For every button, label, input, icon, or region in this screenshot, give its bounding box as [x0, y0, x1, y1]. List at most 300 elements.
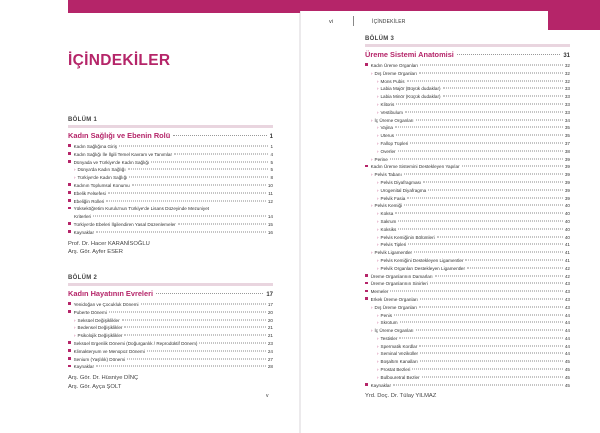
toc-entry[interactable] — [365, 288, 570, 296]
toc-entry-page: 45 — [564, 367, 570, 373]
chevron-right-icon: › — [377, 242, 379, 248]
toc-entry-page: 1 — [270, 144, 273, 149]
dot-leader — [390, 158, 563, 159]
chapter-title-row[interactable] — [68, 131, 273, 141]
toc-entry-page: 43 — [564, 296, 570, 302]
toc-entry-page: 40 — [564, 226, 570, 232]
dot-leader — [398, 220, 563, 221]
dot-leader — [106, 200, 266, 201]
dot-leader — [119, 146, 268, 147]
dot-leader — [393, 384, 563, 385]
toc-entry-label: Memeler — [370, 289, 389, 295]
chapter-number-label: BÖLÜM 1 — [68, 117, 98, 123]
dot-leader — [407, 197, 563, 198]
toc-entry-page: 38 — [564, 148, 570, 154]
toc-entry-page: 20 — [267, 317, 273, 323]
dot-leader — [404, 205, 563, 206]
toc-entry[interactable] — [365, 249, 570, 257]
toc-entry[interactable] — [68, 213, 273, 221]
toc-entry-page: 39 — [564, 156, 570, 162]
left-header-band — [68, 0, 300, 13]
dot-leader — [462, 166, 563, 167]
toc-entry[interactable] — [68, 205, 273, 213]
toc-entry[interactable] — [68, 198, 273, 206]
toc-entry-label: Kaynaklar — [370, 382, 392, 388]
toc-entry-label: Testisler — [380, 335, 398, 341]
toc-entry[interactable] — [365, 101, 570, 109]
toc-entry-label: Pelvis Kemiği — [374, 203, 403, 209]
dot-leader — [420, 298, 563, 299]
toc-entry[interactable] — [365, 124, 570, 132]
toc-entry-label: Dış Üreme Organları — [374, 70, 417, 76]
toc-entry[interactable] — [365, 280, 570, 288]
toc-entry-label: Üreme Organlarının Sinirleri — [370, 281, 428, 287]
toc-entry[interactable] — [68, 317, 273, 325]
dot-leader — [400, 322, 563, 323]
toc-entry[interactable] — [68, 356, 273, 364]
right-corner-band — [548, 0, 600, 30]
toc-entry-label: Ebeliğin Rolleri — [73, 198, 105, 204]
toc-entry-page: 21 — [267, 333, 273, 339]
toc-entry-label: Dünyada ve Türkiye'de Kadın Sağlığı — [73, 159, 150, 165]
dot-leader — [124, 327, 265, 328]
chevron-right-icon: › — [377, 125, 379, 131]
toc-entry[interactable] — [68, 332, 273, 340]
dot-leader — [420, 65, 563, 66]
toc-entry-label: Bulbouretral Bezler — [380, 374, 420, 380]
toc-entry[interactable] — [365, 366, 570, 374]
dot-leader — [423, 181, 563, 182]
toc-entry-page: 44 — [564, 343, 570, 349]
toc-entry-page: 40 — [564, 218, 570, 224]
dot-leader — [127, 358, 266, 359]
square-bullet-icon — [365, 63, 368, 66]
toc-entry-page: 39 — [564, 172, 570, 178]
toc-entry[interactable] — [365, 195, 570, 203]
dot-leader — [398, 150, 563, 151]
square-bullet-icon — [68, 341, 71, 344]
chapter-title-row[interactable] — [365, 50, 570, 60]
toc-entry-label: Kadın Sağlığına Giriş — [73, 144, 118, 149]
dot-leader — [129, 177, 268, 178]
toc-entry[interactable] — [365, 62, 570, 70]
toc-entry[interactable] — [365, 350, 570, 358]
chevron-right-icon: › — [377, 187, 379, 193]
toc-entry-label: Pelvis Tipleri — [380, 242, 407, 248]
toc-entry-page: 11 — [268, 190, 273, 196]
toc-entry-label: Klitoris — [380, 101, 395, 107]
square-bullet-icon — [365, 297, 368, 300]
section-bolum-3 — [365, 36, 570, 401]
toc-entry[interactable] — [68, 190, 273, 198]
chevron-right-icon: › — [377, 226, 379, 232]
toc-entry[interactable] — [365, 218, 570, 226]
toc-entry-label: Boşaltım Kanalları — [380, 359, 418, 365]
toc-entry-page: 45 — [564, 382, 570, 388]
dot-leader — [199, 342, 265, 343]
dot-leader — [156, 293, 263, 294]
toc-entry-page: 5 — [270, 167, 273, 173]
toc-entry-label: Üreme Organlarının Damarları — [370, 273, 433, 279]
toc-entry-label: Pelvis Tabanı — [374, 172, 402, 178]
toc-entry[interactable] — [365, 140, 570, 148]
toc-entry[interactable] — [68, 151, 273, 159]
toc-entry-page: 34 — [564, 117, 570, 123]
chevron-right-icon: › — [377, 234, 379, 240]
toc-entry-label: Koksa — [380, 211, 394, 217]
toc-entry-page: 42 — [564, 265, 570, 271]
toc-entry-label: Kadın Üreme Sistemini Destekleyen Yapılar — [370, 164, 460, 170]
chapter-page-number: 17 — [266, 292, 273, 298]
chapter-title: Kadın Sağlığı ve Ebenin Rolü — [68, 131, 171, 140]
toc-entry-label: Labia Majör (Büyük dudaklar) — [380, 86, 441, 92]
toc-entry-label: Koksiks — [380, 226, 397, 232]
dot-leader — [109, 311, 266, 312]
dot-leader — [419, 345, 563, 346]
toc-entry[interactable] — [365, 304, 570, 312]
chapter-author: Prof. Dr. Hacer KARANİSOĞLU — [68, 240, 150, 247]
chapter-author: Arş. Gör. Dr. Hüsniye DİNÇ — [68, 375, 139, 382]
toc-entry-label: Klimakteryum ve Menopoz Dönemi — [73, 348, 145, 354]
toc-entry-label: Dünya'da Kadın Sağlığı — [77, 167, 126, 173]
toc-entry-page: 35 — [564, 125, 570, 131]
toc-entry[interactable] — [365, 382, 570, 390]
chapter-author: Arş. Gör. Ayfer ESER — [68, 249, 123, 256]
dot-leader — [420, 353, 563, 354]
dot-leader — [443, 96, 563, 97]
toc-entry-page: 37 — [564, 140, 570, 146]
toc-entry[interactable] — [365, 241, 570, 249]
dot-leader — [128, 169, 269, 170]
toc-entry-label: Spermatik Kordlar — [380, 343, 418, 349]
toc-entry[interactable] — [68, 301, 273, 309]
toc-entry[interactable] — [68, 363, 273, 371]
chevron-right-icon: › — [377, 140, 379, 146]
square-bullet-icon — [365, 383, 368, 386]
dot-leader — [96, 231, 266, 232]
chevron-right-icon: › — [377, 94, 379, 100]
dot-leader — [416, 330, 563, 331]
dot-leader — [396, 135, 563, 136]
chevron-right-icon: › — [74, 325, 76, 331]
toc-entry[interactable] — [365, 226, 570, 234]
dot-leader — [151, 161, 268, 162]
square-bullet-icon — [68, 310, 71, 313]
chevron-right-icon: › — [377, 148, 379, 154]
toc-entry[interactable] — [365, 257, 570, 265]
toc-entry-page: 41 — [564, 257, 570, 263]
toc-entry[interactable] — [365, 85, 570, 93]
chevron-right-icon: › — [377, 109, 379, 115]
toc-entry-label: Kadın Sağlığı İle İlgili Temel Kavram ve Tanımlar — [73, 151, 172, 157]
toc-entry-page: 41 — [564, 242, 570, 248]
toc-entry-label: Pelvik Organları Destekleyen Ligamentler — [380, 265, 466, 271]
toc-entry-label: Kadın Üreme Organları — [370, 63, 419, 68]
dot-leader — [430, 283, 563, 284]
toc-entry[interactable] — [365, 78, 570, 86]
toc-entry-label: Uterus — [380, 133, 395, 139]
dot-leader — [124, 335, 265, 336]
chevron-right-icon: › — [377, 367, 379, 373]
toc-entry-page: 44 — [564, 320, 570, 326]
dot-leader — [178, 223, 266, 224]
toc-entry-label: Penis — [380, 312, 392, 318]
toc-entry[interactable] — [365, 273, 570, 281]
toc-entry-page: 14 — [267, 214, 273, 220]
toc-entry-label: Labia Minör (Küçük dudaklar) — [380, 94, 441, 100]
toc-entry-label: Sakrum — [380, 218, 397, 224]
toc-entry-label: Dış Üreme Organları — [374, 304, 417, 310]
toc-entry-label: Pelvis Diyafragması — [380, 179, 422, 185]
dot-leader — [437, 236, 563, 237]
toc-entry-label: Türkiye'de Ebeleri İlgilendiren Yasal Düzenlemeler — [73, 221, 176, 227]
chevron-right-icon: › — [74, 317, 76, 323]
dot-leader — [390, 291, 562, 292]
toc-entry[interactable] — [365, 132, 570, 140]
toc-entry-label: Urogenital Diyafragma — [380, 187, 427, 193]
toc-entry[interactable] — [365, 93, 570, 101]
toc-entry-page: 39 — [564, 187, 570, 193]
dot-leader — [147, 350, 266, 351]
chevron-right-icon: › — [377, 218, 379, 224]
square-bullet-icon — [68, 302, 71, 305]
dot-leader — [407, 80, 563, 81]
toc-entry-label: Perine — [374, 156, 388, 162]
toc-entry[interactable] — [365, 156, 570, 164]
toc-entry-page: 32 — [564, 70, 570, 76]
toc-entry[interactable] — [365, 296, 570, 304]
square-bullet-icon — [365, 290, 368, 293]
toc-entry-label: Yükseköğretim Kurulu'nun Türkiye'de Lisans Düzeyinde Mezuniyet — [73, 206, 210, 212]
dot-leader — [405, 111, 563, 112]
chevron-right-icon: › — [371, 328, 373, 334]
toc-entry[interactable] — [365, 179, 570, 187]
dot-leader — [419, 306, 563, 307]
toc-entry-page: 27 — [267, 356, 273, 362]
toc-entry-page: 39 — [564, 179, 570, 185]
toc-entry-page: 40 — [564, 234, 570, 240]
chapter-title-row[interactable] — [68, 289, 273, 299]
chevron-right-icon: › — [377, 343, 379, 349]
toc-entry-page: 43 — [564, 304, 570, 310]
toc-entry-label: Ebelik Felsefesi — [73, 190, 106, 196]
toc-entry[interactable] — [68, 340, 273, 348]
chevron-right-icon: › — [377, 359, 379, 365]
toc-entry[interactable] — [68, 348, 273, 356]
toc-entry-page: 45 — [564, 374, 570, 380]
toc-entry[interactable] — [68, 166, 273, 174]
chevron-right-icon: › — [371, 117, 373, 123]
dot-leader — [410, 142, 563, 143]
section-bolum-1 — [68, 117, 273, 257]
dot-leader — [93, 216, 266, 217]
toc-entry-label: Kadının Toplumsal Konumu — [73, 182, 130, 188]
toc-entry[interactable] — [365, 312, 570, 320]
toc-entry[interactable] — [365, 171, 570, 179]
toc-entry[interactable] — [365, 187, 570, 195]
toc-entry[interactable] — [365, 335, 570, 343]
toc-entry[interactable] — [365, 70, 570, 78]
toc-entry-page: 17 — [267, 302, 273, 307]
toc-entry-label: Pelvis Kemiğini Destekleyen Ligamentler — [380, 257, 464, 263]
dot-leader — [416, 119, 563, 120]
toc-entry[interactable] — [68, 229, 273, 237]
chevron-right-icon: › — [74, 175, 76, 181]
chapter-rule — [68, 283, 273, 286]
chevron-right-icon: › — [377, 211, 379, 217]
toc-entry[interactable] — [365, 319, 570, 327]
toc-entry[interactable] — [365, 202, 570, 210]
toc-entry-page: 41 — [564, 250, 570, 256]
toc-entry[interactable] — [365, 117, 570, 125]
toc-entry[interactable] — [68, 143, 273, 151]
toc-title: İÇİNDEKİLER — [68, 52, 171, 69]
chevron-right-icon: › — [377, 179, 379, 185]
toc-entry-page: 24 — [267, 348, 273, 354]
toc-entry[interactable] — [365, 327, 570, 335]
square-bullet-icon — [68, 230, 71, 233]
toc-entry-page: 32 — [564, 63, 570, 68]
toc-entry[interactable] — [68, 221, 273, 229]
square-bullet-icon — [68, 349, 71, 352]
toc-entry[interactable] — [365, 234, 570, 242]
dot-leader — [399, 337, 563, 338]
chapter-page-number: 1 — [269, 134, 273, 140]
toc-entry-label: Pelvis Kemiğinin Bölümleri — [380, 234, 435, 240]
toc-entry[interactable] — [68, 174, 273, 182]
dot-leader — [408, 244, 563, 245]
dot-leader — [465, 259, 562, 260]
chevron-right-icon: › — [377, 101, 379, 107]
toc-entry[interactable] — [68, 309, 273, 317]
chapter-page-number: 31 — [563, 53, 570, 59]
chevron-right-icon: › — [371, 172, 373, 178]
chapter-number-label: BÖLÜM 3 — [365, 36, 395, 42]
chevron-right-icon: › — [74, 333, 76, 339]
toc-entry-label: Overler — [380, 148, 396, 154]
square-bullet-icon — [68, 191, 71, 194]
dot-leader — [457, 54, 560, 55]
toc-entry-label: Erkek Üreme Organları — [370, 296, 418, 302]
toc-entry[interactable] — [365, 358, 570, 366]
square-bullet-icon — [68, 222, 71, 225]
toc-entry[interactable] — [365, 374, 570, 382]
toc-entry-page: 42 — [564, 273, 570, 279]
toc-entry-label: Seksüel Ergenlik Dönemi (Doğurganlık / Reprodüktif Dönem) — [73, 340, 198, 346]
dot-leader — [420, 361, 563, 362]
square-bullet-icon — [68, 160, 71, 163]
toc-entry-page: 40 — [564, 211, 570, 217]
chevron-right-icon: › — [377, 86, 379, 92]
toc-entry[interactable] — [365, 148, 570, 156]
chapter-number-label: BÖLÜM 2 — [68, 275, 98, 281]
dot-leader — [395, 127, 563, 128]
toc-entry[interactable] — [365, 109, 570, 117]
header-page-number: vi — [329, 19, 333, 25]
square-bullet-icon — [365, 282, 368, 285]
dot-leader — [394, 314, 563, 315]
chapter-author: Yrd. Doç. Dr. Tülay YILMAZ — [365, 393, 437, 400]
toc-entry-label: Pelvik Ligamentler — [374, 250, 413, 256]
chevron-right-icon: › — [371, 70, 373, 76]
dot-leader — [132, 184, 266, 185]
toc-entry-page: 43 — [564, 281, 570, 287]
chapter-rule — [365, 44, 570, 47]
chevron-right-icon: › — [371, 203, 373, 209]
dot-leader — [435, 275, 563, 276]
dot-leader — [404, 174, 563, 175]
dot-leader — [443, 88, 563, 89]
toc-entry-label: Prostat Bezleri — [380, 367, 411, 373]
toc-entry-page: 40 — [564, 203, 570, 209]
toc-entry[interactable] — [365, 210, 570, 218]
chapter-author: Arş. Gör. Ayça ŞOLT — [68, 383, 122, 390]
chevron-right-icon: › — [377, 133, 379, 139]
chevron-right-icon: › — [377, 312, 379, 318]
toc-entry-label: Yenidoğan ve Çocukluk Dönemi — [73, 302, 139, 307]
toc-entry-label: Mons Pubis — [380, 78, 405, 84]
toc-entry-page: 12 — [267, 198, 273, 204]
toc-entry-label: Kriterleri — [74, 214, 92, 220]
dot-leader — [141, 304, 266, 305]
toc-entry-page: 33 — [564, 94, 570, 100]
dot-leader — [428, 189, 563, 190]
square-bullet-icon — [68, 357, 71, 360]
dot-leader — [108, 192, 266, 193]
chevron-right-icon: › — [371, 156, 373, 162]
toc-entry-label: Senium (Yaşlılık) Dönemi — [73, 356, 126, 362]
chevron-right-icon: › — [377, 320, 379, 326]
square-bullet-icon — [68, 144, 71, 147]
square-bullet-icon — [365, 274, 368, 277]
toc-entry[interactable] — [365, 163, 570, 171]
chapter-title: Kadın Hayatının Evreleri — [68, 289, 154, 298]
chevron-right-icon: › — [377, 335, 379, 341]
left-page-number: v — [266, 393, 269, 399]
toc-entry-label: Fallop Tüpleri — [380, 140, 409, 146]
toc-entry-label: Kaynaklar — [73, 364, 95, 370]
header-running-title: İÇİNDEKİLER — [372, 19, 406, 25]
toc-entry-page: 44 — [564, 351, 570, 357]
chapter-rule — [68, 125, 273, 128]
dot-leader — [174, 153, 268, 154]
toc-entry-label: Vestibulum — [380, 109, 403, 115]
toc-entry-page: 33 — [564, 86, 570, 92]
toc-entry-label: Seksüel Değişiklikler — [77, 317, 120, 323]
toc-entry[interactable] — [365, 343, 570, 351]
toc-entry-page: 39 — [564, 195, 570, 201]
square-bullet-icon — [68, 199, 71, 202]
section-bolum-2 — [68, 275, 273, 391]
toc-entry[interactable] — [68, 324, 273, 332]
toc-entry[interactable] — [68, 159, 273, 167]
dot-leader — [419, 72, 563, 73]
square-bullet-icon — [68, 183, 71, 186]
toc-entry-label: Kaynaklar — [73, 229, 95, 235]
toc-entry-page: 45 — [564, 359, 570, 365]
dot-leader — [96, 366, 266, 367]
book-gutter — [299, 0, 301, 433]
toc-entry-page: 8 — [270, 175, 273, 181]
dot-leader — [398, 228, 563, 229]
dot-leader — [422, 376, 563, 377]
toc-entry-page: 21 — [267, 325, 273, 331]
toc-entry[interactable] — [365, 265, 570, 273]
toc-entry-page: 23 — [267, 340, 273, 346]
toc-entry[interactable] — [68, 182, 273, 190]
toc-entry-label: Türkiye'de Kadın Sağlığı — [77, 175, 128, 181]
toc-entry-page: 16 — [267, 229, 273, 235]
